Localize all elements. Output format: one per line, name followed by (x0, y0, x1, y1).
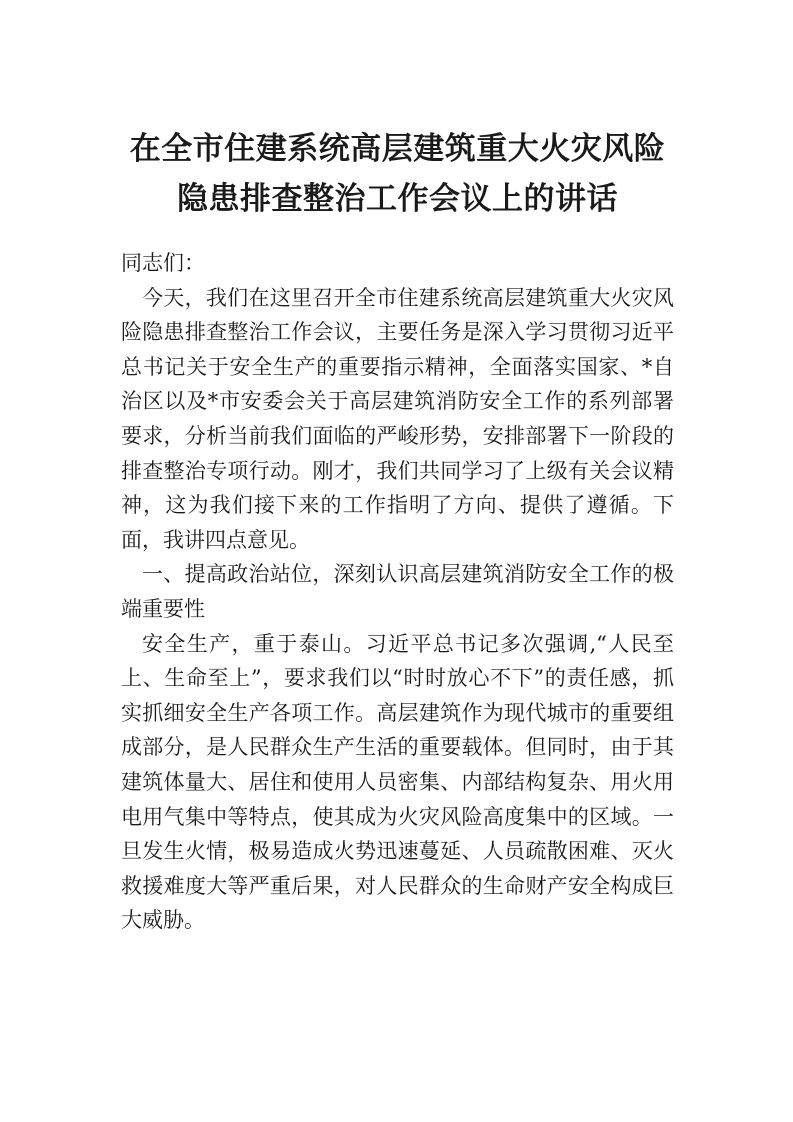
document-title: 在全市住建系统高层建筑重大火灾风险隐患排查整治工作会议上的讲话 (129, 131, 666, 217)
paragraph-section-1: 安全生产，重于泰山。习近平总书记多次强调,“人民至上、生命至上”，要求我们以“时时放心不下”的责任感，抓实抓细安全生产各项工作。高层建筑作为现代城市的重要组成部分，是人民群众生产生活的重要载体。但同时，由于其建筑体量大、居住和使用人员密集、内部结构复杂、用火用电用气集中等特点，使其成为火灾风险高度集中的区域。一旦发生火情，极易造成火势迅速蔓延、人员疏散困难、灭火救援难度大等严重后果，对人民群众的生命财产安全构成巨大威胁。 (121, 631, 674, 933)
salutation: 同志们： (121, 251, 205, 275)
section-heading-1: 一、提高政治站位，深刻认识高层建筑消防安全工作的极端重要性 (121, 562, 674, 621)
paragraph-intro: 今天，我们在这里召开全市住建系统高层建筑重大火灾风险隐患排查整治工作会议，主要任务是深入学习贯彻习近平总书记关于安全生产的重要指示精神，全面落实国家、*自治区以及*市安委会关于高层建筑消防安全工作的系列部署要求，分析当前我们面临的严峻形势，安排部署下一阶段的排查整治专项行动。刚才，我们共同学习了上级有关会议精神，这为我们接下来的工作指明了方向、提供了遵循。下面，我讲四点意见。 (121, 285, 674, 552)
document-body (121, 246, 674, 938)
